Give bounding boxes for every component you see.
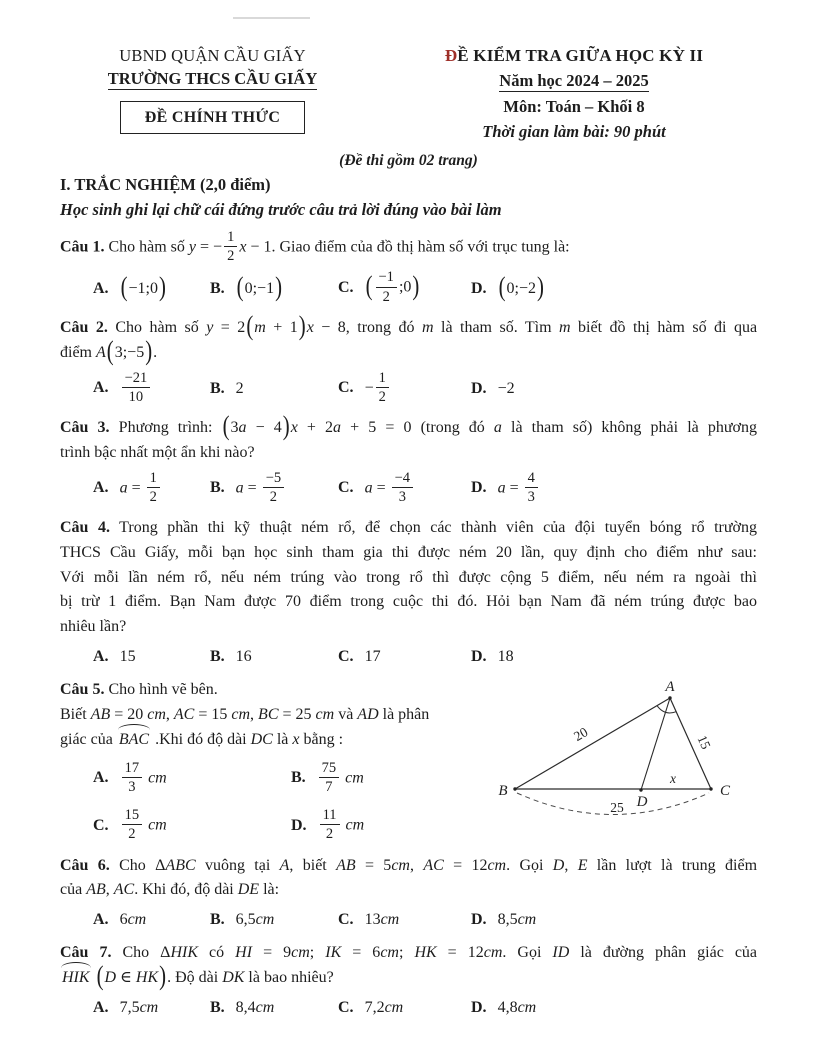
- option-label: C.: [338, 998, 354, 1016]
- option-label: C.: [338, 479, 354, 496]
- question-1: [60, 230, 757, 306]
- question5-figure: [495, 678, 763, 836]
- vertex-label-b: B: [498, 783, 508, 800]
- option-label: D.: [471, 648, 487, 666]
- question-line: Câu 2. Cho hàm số y = 2(m + 1)x − 8, trong đó m là tham số. Tìm m biết đồ thị hàm số đi qua: [60, 311, 758, 342]
- option: C. a = $\frac{-4}{3}$: [338, 471, 471, 506]
- question-line: của AB, AC. Khi đó, độ dài DE là:: [60, 881, 280, 899]
- option: D. 8,5cm: [471, 911, 537, 929]
- options-row: [60, 270, 757, 305]
- option: D. (0;−2): [471, 272, 544, 303]
- point-dot-d: [639, 789, 642, 792]
- scan-artifact-line: [233, 17, 310, 19]
- header-left: [60, 46, 365, 142]
- option-label: A.: [93, 648, 109, 666]
- question-line: HIK (D ∈ HK). Độ dài DK là bao nhiêu?: [62, 961, 334, 992]
- option-label: B.: [291, 769, 306, 787]
- question-line: trình bậc nhất một ẩn khi nào?: [60, 443, 255, 461]
- option-label: C.: [338, 378, 354, 396]
- length-label-ac: 15: [694, 733, 714, 752]
- vertex-label-a: A: [665, 679, 675, 696]
- option-label: D.: [471, 911, 487, 929]
- option: C. ( $\frac{-1}{2}$ ;0): [338, 269, 420, 305]
- option-label: D.: [471, 279, 487, 297]
- vertex-dot-c: [709, 788, 712, 791]
- option-label: A.: [93, 769, 109, 787]
- question-3: [60, 411, 757, 506]
- option: A. 6cm: [93, 911, 147, 929]
- section-instruction: Học sinh ghi lại chữ cái đứng trước câu trả lời đúng vào bài làm: [60, 200, 502, 219]
- school-name: TRƯỜNG THCS CẦU GIẤY: [107, 69, 318, 88]
- option: B. 6,5cm: [210, 911, 275, 929]
- question-line: nhiêu lần?: [60, 618, 127, 636]
- triangle-figure-svg: [495, 678, 763, 836]
- question-line: Câu 6. Cho ΔABC vuông tại A, biết AB = 5cm, AC = 12cm. Gọi D, E lần lượt là trung điểm: [60, 856, 758, 874]
- vertex-label-c: C: [719, 783, 731, 800]
- exam-title-initial: Đ: [444, 46, 458, 65]
- question-2: [60, 311, 758, 406]
- length-label-bc: 25: [610, 800, 624, 816]
- option: A. (−1;0): [93, 272, 166, 303]
- option: B. (0;−1): [210, 272, 283, 303]
- question-line: bị trừ 1 điểm. Bạn Nam được 70 điểm trong cuộc thi đó. Hỏi bạn Nam đã ném trúng được bao: [60, 593, 757, 611]
- question-5: [60, 678, 757, 843]
- question-line: Biết AB = 20 cm, AC = 15 cm, BC = 25 cm và AD là phân: [60, 706, 430, 724]
- option-label: C.: [93, 816, 109, 834]
- questions-section: [60, 230, 757, 1019]
- option: A. $\frac{17}{3}$ cm: [93, 759, 167, 795]
- options-row: [60, 908, 757, 931]
- page-content: [60, 46, 757, 1019]
- option: B. 2: [210, 379, 244, 397]
- option: D. $\frac{11}{2}$ cm: [291, 807, 365, 843]
- question-4: [60, 516, 757, 668]
- option: C. 13cm: [338, 911, 400, 929]
- length-label-ab: 20: [571, 724, 591, 745]
- question-line: Câu 4. Trong phần thi kỹ thuật ném rổ, để chọn các thành viên của đội tuyển bóng rổ trường: [60, 519, 758, 537]
- option-label: A.: [93, 479, 109, 496]
- option: D. 18: [471, 648, 514, 666]
- vertex-dot-b: [513, 788, 516, 791]
- option-label: C.: [338, 278, 354, 296]
- option: B. $\frac{75}{7}$ cm: [291, 759, 364, 795]
- option: D. a = $\frac{4}{3}$: [471, 471, 757, 506]
- option-label: B.: [210, 279, 225, 297]
- header-right: [391, 46, 757, 142]
- question-line: Câu 5. Cho hình vẽ bên.: [60, 681, 218, 699]
- question-line: THCS Cầu Giấy, mỗi bạn học sinh tham gia thi được ném 20 lần, quy định cho điểm như sau:: [60, 543, 757, 561]
- section-title: I. TRẮC NGHIỆM (2,0 điểm): [60, 175, 271, 194]
- question-line: điểm A(3;−5).: [60, 336, 158, 367]
- option: C. − $\frac{1}{2}$: [338, 371, 471, 406]
- question-7: [60, 941, 757, 1019]
- option-label: A.: [93, 911, 109, 929]
- option: A. a = $\frac{1}{2}$: [93, 471, 210, 506]
- point-label-d: D: [636, 794, 648, 811]
- time-limit: Thời gian làm bài: 90 phút: [482, 122, 666, 141]
- option: B. 8,4cm: [210, 998, 275, 1016]
- option: C. 7,2cm: [338, 998, 404, 1016]
- option-label: D.: [471, 379, 487, 397]
- option: A. $\frac{-21}{10}$: [93, 371, 210, 406]
- option-label: A.: [93, 279, 109, 297]
- option-label: B.: [210, 379, 225, 397]
- option-label: B.: [210, 911, 225, 929]
- question-line: Với mỗi lần ném rổ, nếu ném trúng vào trong rổ thì được cộng 5 điểm, nếu ném ra ngoài thì: [60, 568, 757, 586]
- option: D. −2: [471, 379, 515, 397]
- option: A. 7,5cm: [93, 998, 159, 1016]
- segment-label-x: x: [670, 771, 676, 787]
- option-label: A.: [93, 378, 109, 396]
- option: C. 17: [338, 648, 381, 666]
- option-label: C.: [338, 911, 354, 929]
- pages-note: (Đề thi gồm 02 trang): [339, 152, 478, 169]
- options-row: [60, 645, 757, 668]
- official-exam-box-wrap: [60, 89, 365, 134]
- exam-header: [60, 46, 757, 142]
- option: C. $\frac{15}{2}$ cm: [93, 807, 167, 843]
- options-row: [60, 996, 757, 1019]
- option: D. 4,8cm: [471, 998, 537, 1016]
- question-line: giác của BAC .Khi đó độ dài DC là x bằng :: [60, 728, 508, 753]
- vertex-dot-a: [668, 697, 671, 700]
- option: B. 16: [210, 648, 252, 666]
- subject-line: Môn: Toán – Khối 8: [503, 97, 645, 116]
- option-label: D.: [471, 998, 487, 1016]
- option-label: A.: [93, 998, 109, 1016]
- question-6: [60, 854, 757, 932]
- options-row: [60, 371, 757, 406]
- exam-title: [391, 46, 757, 66]
- side-ab: [515, 698, 670, 789]
- question-line: Câu 1. Cho hàm số y = − $\frac{1}{2}$ x − 1. Giao điểm của đồ thị hàm số với trục tung là:: [60, 229, 570, 265]
- option-label: D.: [471, 479, 487, 496]
- option: A. 15: [93, 648, 136, 666]
- question-line: Câu 3. Phương trình: (3a − 4)x + 2a + 5 = 0 (trong đó a là tham số) không phải là phương: [60, 411, 757, 442]
- official-exam-box: ĐỀ CHÍNH THỨC: [120, 101, 305, 134]
- school-year: Năm học 2024 – 2025: [499, 71, 649, 90]
- option-label: B.: [210, 648, 225, 666]
- option-label: D.: [291, 816, 307, 834]
- options-row: [60, 471, 757, 506]
- issuing-authority: UBND QUẬN CẦU GIẤY: [119, 46, 306, 65]
- exam-title-rest: Ề KIỂM TRA GIỮA HỌC KỲ II: [457, 46, 704, 65]
- option-label: C.: [338, 648, 354, 666]
- option-label: B.: [210, 479, 225, 496]
- question-line: Câu 7. Cho ΔHIK có HI = 9cm; IK = 6cm; HK = 12cm. Gọi ID là đường phân giác của: [60, 944, 758, 962]
- options-row: [60, 761, 523, 844]
- option-label: B.: [210, 998, 225, 1016]
- option: B. a = $\frac{-5}{2}$: [210, 471, 338, 506]
